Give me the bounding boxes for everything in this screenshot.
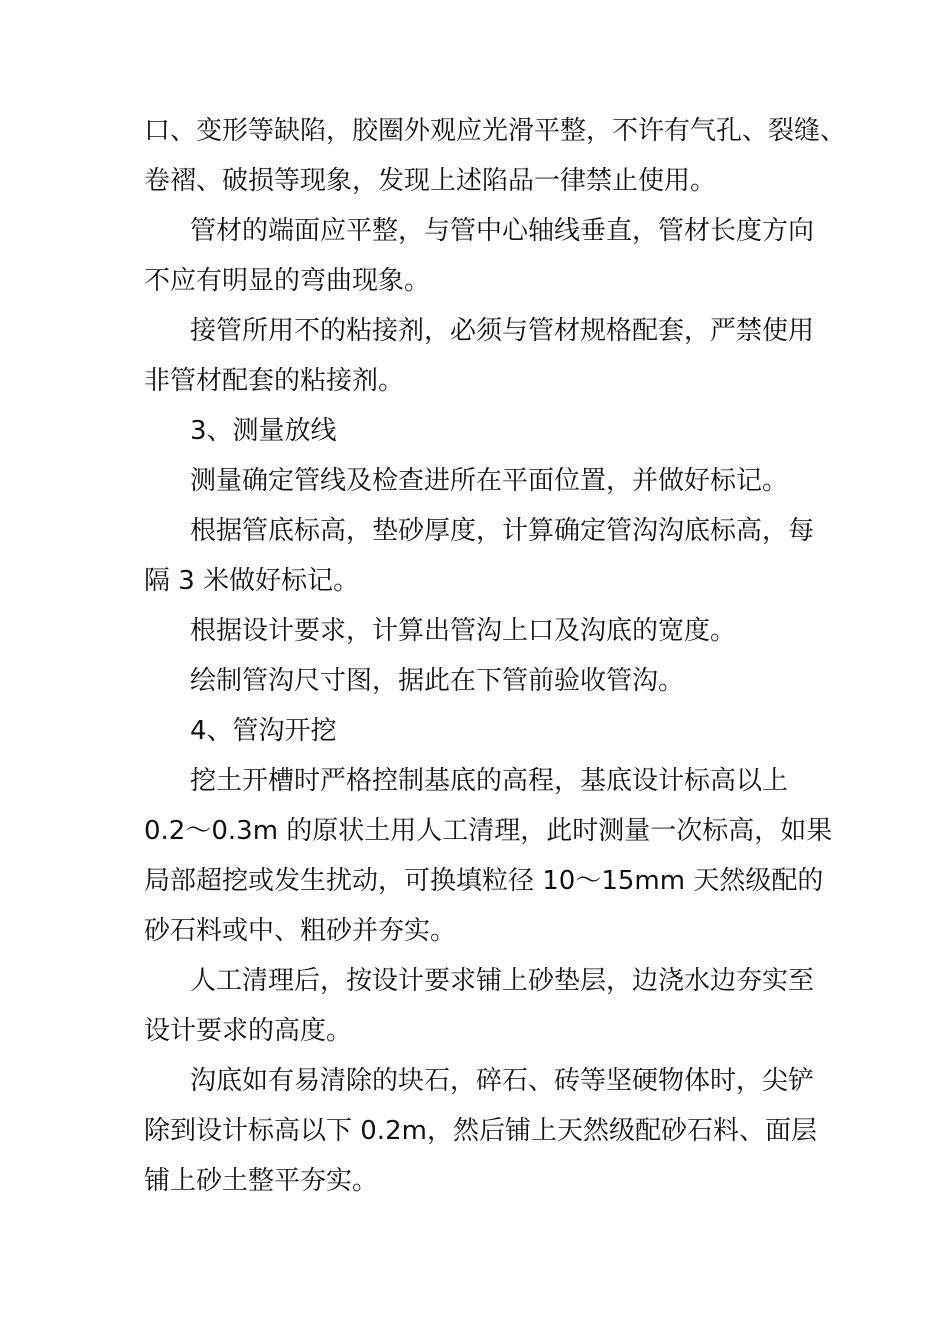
section-heading: 3、测量放线 (190, 416, 337, 446)
text-line: 隔 3 米做好标记。 (144, 566, 360, 596)
text-line: 沟底如有易清除的块石，碎石、砖等坚硬物体时，尖铲 (190, 1066, 815, 1096)
text-line: 挖土开槽时严格控制基底的高程，基底设计标高以上 (190, 766, 789, 796)
text-line: 局部超挖或发生扰动，可换填粒径 10～15mm 天然级配的 (144, 866, 824, 896)
text-line: 接管所用不的粘接剂，必须与管材规格配套，严禁使用 (190, 316, 815, 346)
text-line: 管材的端面应平整，与管中心轴线垂直，管材长度方向 (190, 216, 815, 246)
text-line: 0.2～0.3m 的原状土用人工清理，此时测量一次标高，如果 (144, 816, 833, 846)
text-line: 除到设计标高以下 0.2m，然后铺上天然级配砂石料、面层 (144, 1116, 817, 1146)
text-line: 根据管底标高，垫砂厚度，计算确定管沟沟底标高，每 (190, 516, 815, 546)
body-text (144, 106, 847, 1206)
text-line: 非管材配套的粘接剂。 (144, 366, 405, 396)
text-line: 卷褶、破损等现象，发现上述陷品一律禁止使用。 (144, 166, 717, 196)
text-line: 砂石料或中、粗砂并夯实。 (144, 916, 457, 946)
section-heading: 4、管沟开挖 (190, 716, 337, 746)
text-line: 人工清理后，按设计要求铺上砂垫层，边浇水边夯实至 (190, 966, 815, 996)
text-line: 铺上砂土整平夯实。 (144, 1166, 379, 1196)
text-line: 根据设计要求，计算出管沟上口及沟底的宽度。 (190, 616, 737, 646)
text-line: 口、变形等缺陷，胶圈外观应光滑平整，不许有气孔、裂缝、 (144, 116, 847, 146)
text-line: 不应有明显的弯曲现象。 (144, 266, 431, 296)
text-line: 测量确定管线及检查进所在平面位置，并做好标记。 (190, 466, 789, 496)
text-line: 设计要求的高度。 (144, 1016, 353, 1046)
text-line: 绘制管沟尺寸图，据此在下管前验收管沟。 (190, 666, 685, 696)
